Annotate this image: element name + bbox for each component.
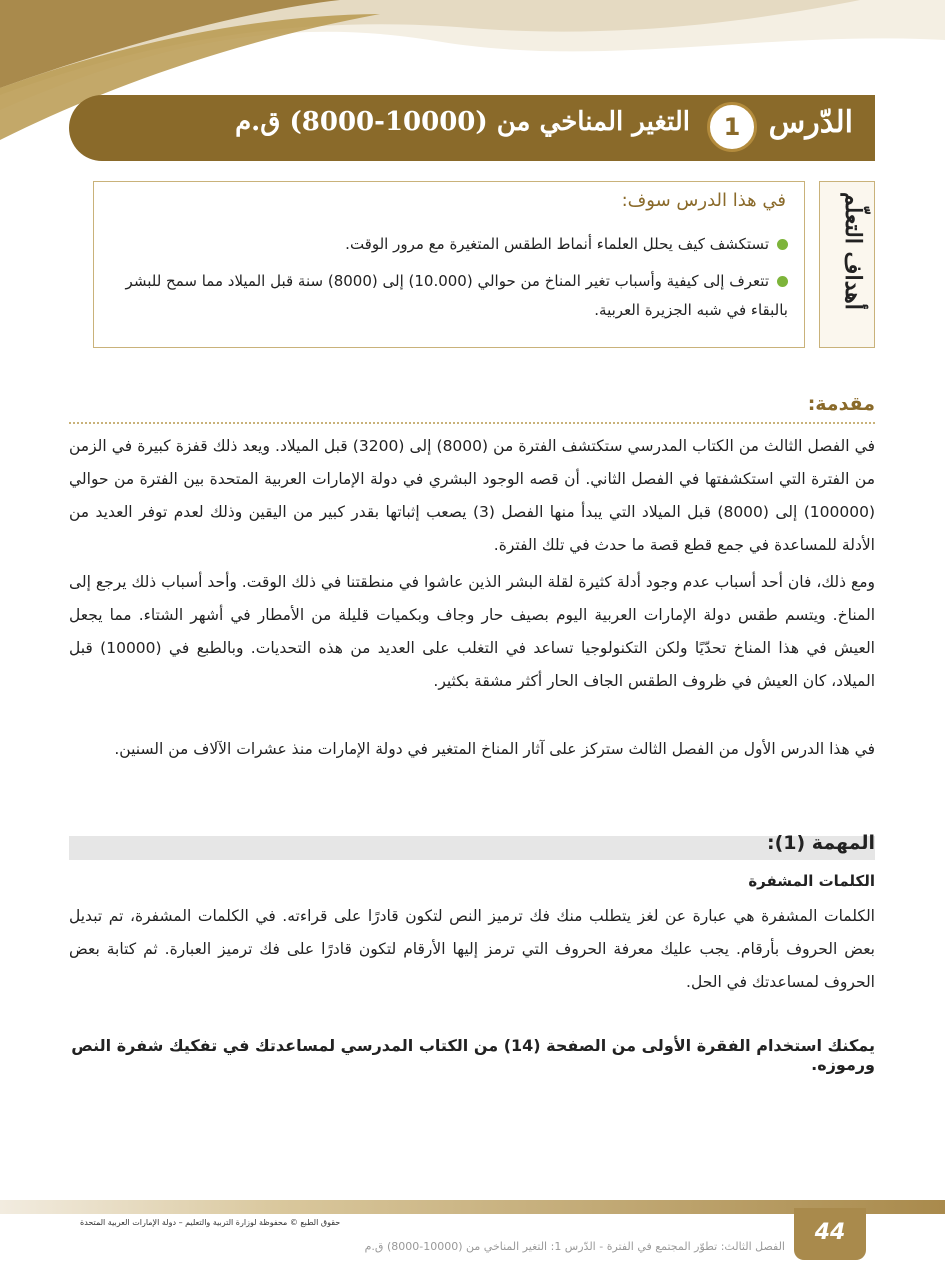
objective-text: تستكشف كيف يحلل العلماء أنماط الطقس المتغيرة مع مرور الوقت.: [345, 235, 769, 253]
bullet-icon: [777, 276, 788, 287]
task-body: الكلمات المشفرة هي عبارة عن لغز يتطلب منك فك ترميز النص لتكون قادرًا على قراءته. في الكلمات المشفرة، تم تبديل بعض الحروف بأرقام. يجب عليك معرفة الحروف التي ترمز إليها الأرقام لتكون قادرًا على فك ترميز العبارة. ثم كتابة بعض الحروف لمساعدتك في الحل.: [69, 907, 875, 991]
task-title: المهمة (1):: [766, 832, 875, 854]
intro-heading: مقدمة:: [807, 393, 875, 415]
footer-copyright: حقوق الطبع © محفوظة لوزارة التربية والتعليم – دولة الإمارات العربية المتحدة: [80, 1218, 341, 1227]
objectives-side-label: أهداف التعلّم: [840, 192, 866, 310]
objective-item: [118, 267, 788, 325]
intro-divider: [69, 422, 875, 424]
intro-paragraph-3: في هذا الدرس الأول من الفصل الثالث ستركز على آثار المناخ المتغير في دولة الإمارات منذ عشرات الآلاف من السنين.: [114, 740, 875, 758]
lesson-number-badge: 1: [707, 102, 757, 152]
objectives-heading: في هذا الدرس سوف:: [621, 190, 786, 211]
page-number: 44: [814, 1220, 846, 1245]
lesson-title: التغير المناخي من (10000-8000) ق.م: [235, 107, 690, 137]
intro-paragraph-2: ومع ذلك، فان أحد أسباب عدم وجود أدلة كثيرة لقلة البشر الذين عاشوا في منطقتنا في ذلك الوقت. وأحد أسباب ذلك يرجع إلى المناخ. ويتسم طقس دولة الإمارات العربية اليوم بصيف حار وجاف وبكميات قليلة من الأمطار في أشهر الشتاء. مما يجعل العيش في هذا المناخ تحدّيًا ولكن التكنولوجيا تساعد في التغلب على العديد من هذه التحديات. وبالطبع في (10000) قبل الميلاد، كان العيش في ظروف الطقس الجاف الحار أكثر مشقة بكثير.: [69, 573, 875, 690]
learning-objectives-box: [93, 181, 805, 348]
objective-text: تتعرف إلى كيفية وأسباب تغير المناخ من حوالي (10.000) إلى (8000) سنة قبل الميلاد مما سمح للبشر بالبقاء في شبه الجزيرة العربية.: [125, 272, 788, 319]
objectives-side-label-box: [819, 181, 875, 348]
task-heading-bar: [69, 836, 875, 860]
objective-item: [118, 230, 788, 259]
lesson-header: [69, 95, 875, 161]
intro-paragraph-1: في الفصل الثالث من الكتاب المدرسي ستكتشف الفترة من (8000) إلى (3200) قبل الميلاد. ويعد ذلك قفزة كبيرة في الزمن من الفترة التي استكشفتها في الفصل الثاني. أن قصه الوجود البشري في دولة الإمارات العربية المتحدة بين الفترة من حوالي (100000) إلى (8000) قبل الميلاد التي يبدأ منها الفصل (3) يصعب إثباتها بقدر كبير من اليقين وذلك لعدم توفر العديد من الأدلة للمساعدة في جمع قطع قصة ما حدث في تلك الفترة.: [69, 437, 876, 554]
page-number-tab: [794, 1208, 866, 1260]
lesson-label: الدّرس: [768, 105, 853, 140]
task-hint: يمكنك استخدام الفقرة الأولى من الصفحة (14) من الكتاب المدرسي لمساعدتك في تفكيك شفرة النص ورموزه.: [71, 1036, 875, 1074]
footer-chapter-line: الفصل الثالث: تطوّر المجتمع في الفترة - الدّرس 1: التغير المناخي من (10000-8000) ق.م: [364, 1240, 785, 1253]
task-subtitle: الكلمات المشفرة: [748, 872, 875, 890]
bullet-icon: [777, 239, 788, 250]
